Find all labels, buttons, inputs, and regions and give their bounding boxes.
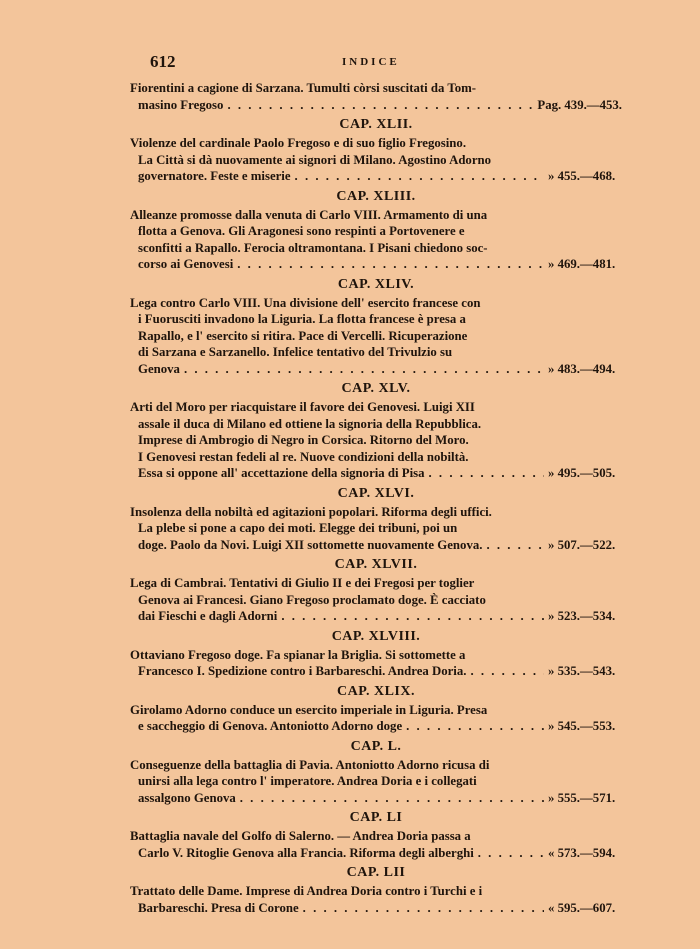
index-entry xyxy=(130,295,622,378)
entry-text-line: Ottaviano Fregoso doge. Fa spianar la Briglia. Si sottomette a xyxy=(130,647,466,662)
entry-final-line xyxy=(130,790,622,807)
index-entry xyxy=(130,702,622,735)
page-range: « 573.—594. xyxy=(548,845,616,860)
dot-leader xyxy=(402,718,544,735)
index-entry xyxy=(130,757,622,807)
page-range: » 483.—494. xyxy=(548,361,616,376)
index-entry xyxy=(130,135,622,185)
entry-text-line: Arti del Moro per riacquistare il favore dei Genovesi. Luigi XII xyxy=(130,400,475,414)
entry-final-text: assalgono Genova xyxy=(138,790,236,805)
chapter-heading: CAP. L. xyxy=(350,738,402,754)
chapter-heading: CAP. XLIV. xyxy=(337,276,415,292)
index-page xyxy=(130,52,622,916)
entry-text-line: Battaglia navale del Golfo di Salerno. — Andrea Doria passa a xyxy=(130,829,471,843)
entry-text-line: Lega di Cambrai. Tentativi di Giulio II e dei Fregosi per toglier xyxy=(130,576,475,590)
entry-text-line: Genova ai Francesi. Giano Fregoso proclamato doge. È cacciato xyxy=(138,592,486,607)
dot-leader xyxy=(223,97,533,114)
running-title: INDICE xyxy=(342,56,400,68)
index-entry xyxy=(130,883,622,916)
dot-leader xyxy=(180,361,544,378)
entry-text-line: Lega contro Carlo VIII. Una divisione dell' esercito francese con xyxy=(130,295,481,310)
dot-leader xyxy=(474,845,544,862)
page-range: » 469.—481. xyxy=(548,257,616,271)
dot-leader xyxy=(482,537,544,554)
index-entry xyxy=(130,575,622,625)
index-entry xyxy=(130,504,622,554)
dot-leader xyxy=(291,168,544,185)
entry-final-line xyxy=(130,663,622,680)
chapter-heading: CAP. XLVI. xyxy=(337,485,415,501)
index-entry xyxy=(130,207,622,273)
page-range: » 455.—468. xyxy=(548,169,616,183)
dot-leader xyxy=(466,663,544,680)
entry-text-line: Alleanze promosse dalla venuta di Carlo VIII. Armamento di una xyxy=(130,207,488,222)
entry-final-line xyxy=(130,97,622,114)
entry-text-line: Girolamo Adorno conduce un esercito imperiale in Liguria. Presa xyxy=(130,702,488,717)
dot-leader xyxy=(299,900,544,917)
page-range: » 545.—553. xyxy=(548,719,616,733)
entry-text-line: La plebe si pone a capo dei moti. Elegge dei tribuni, poi un xyxy=(138,521,458,535)
chapter-heading: CAP. XLIX. xyxy=(337,683,415,699)
page-range: Pag. 439.—453. xyxy=(537,97,622,112)
dot-leader xyxy=(425,465,544,482)
entry-final-text: Genova xyxy=(138,361,180,376)
entry-final-text: Francesco I. Spedizione contro i Barbareschi. Andrea Doria. xyxy=(138,664,467,678)
entry-text-line: Violenze del cardinale Paolo Fregoso e di suo figlio Fregosino. xyxy=(130,136,467,150)
entry-final-line xyxy=(130,718,622,735)
page-range: » 535.—543. xyxy=(548,664,616,678)
entry-final-text: dai Fieschi e dagli Adorni xyxy=(138,609,278,623)
entry-text-line: Trattato delle Dame. Imprese di Andrea Doria contro i Turchi e i xyxy=(130,884,483,898)
entry-final-line xyxy=(130,168,622,185)
entry-text-line: assale il duca di Milano ed ottiene la signoria della Repubblica. xyxy=(138,416,482,431)
dot-leader xyxy=(233,256,544,273)
entry-text-line: Imprese di Ambrogio di Negro in Corsica. Ritorno del Moro. xyxy=(138,433,469,447)
entry-final-text: doge. Paolo da Novi. Luigi XII sottomette nuovamente Genova. xyxy=(138,537,483,552)
chapter-heading: CAP. LII xyxy=(346,865,406,880)
entry-text-line: sconfitti a Rapallo. Ferocia oltramontana. I Pisani chiedono soc- xyxy=(138,240,488,255)
entry-final-text: Carlo V. Ritoglie Genova alla Francia. Riforma degli alberghi xyxy=(138,845,474,860)
page-number: 612 xyxy=(150,52,176,71)
entry-final-line xyxy=(130,256,622,273)
entry-text-line: La Città si dà nuovamente ai signori di Milano. Agostino Adorno xyxy=(138,152,492,167)
index-entry xyxy=(130,399,622,482)
page-range: » 507.—522. xyxy=(548,537,616,552)
chapter-heading: CAP. XLVII. xyxy=(334,557,418,572)
entry-text-line: flotta a Genova. Gli Aragonesi sono respinti a Portovenere e xyxy=(138,224,465,238)
index-entry xyxy=(130,828,622,861)
entry-final-text: masino Fregoso xyxy=(138,97,224,112)
entry-text-line: Fiorentini a cagione di Sarzana. Tumulti còrsi suscitati da Tom- xyxy=(130,81,477,95)
entry-final-line xyxy=(130,608,622,625)
dot-leader xyxy=(277,608,544,625)
entry-final-text: corso ai Genovesi xyxy=(138,257,234,271)
page-range: » 495.—505. xyxy=(548,466,616,480)
entry-final-text: Essa si oppone all' accettazione della signoria di Pisa xyxy=(138,466,425,480)
entry-text-line: i Fuorusciti invadono la Liguria. La flotta francese è presa a xyxy=(138,312,466,326)
entry-final-text: e saccheggio di Genova. Antoniotto Adorno doge xyxy=(138,719,403,733)
entry-final-text: governatore. Feste e miserie xyxy=(138,169,291,183)
entry-text-line: Insolenza della nobiltà ed agitazioni popolari. Riforma degli uffici. xyxy=(130,504,492,519)
dot-leader xyxy=(236,790,544,807)
chapter-heading: CAP. XLIII. xyxy=(336,188,416,204)
entry-text-line: I Genovesi restan fedeli al re. Nuove condizioni della nobiltà. xyxy=(138,449,469,464)
chapter-heading: CAP. XLV. xyxy=(341,381,411,396)
entry-final-line xyxy=(130,845,622,862)
chapter-heading: CAP. XLII. xyxy=(339,117,413,132)
entry-text-line: Rapallo, e l' esercito si ritira. Pace di Vercelli. Ricuperazione xyxy=(138,328,468,343)
entry-text-line: Conseguenze della battaglia di Pavia. Antoniotto Adorno ricusa di xyxy=(130,757,490,772)
page-range: « 595.—607. xyxy=(548,900,616,915)
entry-final-line xyxy=(130,537,622,554)
chapter-heading: CAP. LI xyxy=(349,810,403,825)
entry-text-line: unirsi alla lega contro l' imperatore. Andrea Doria e i collegati xyxy=(138,774,477,788)
index-entry xyxy=(130,647,622,680)
chapter-heading: CAP. XLVIII. xyxy=(331,628,421,644)
index-entry xyxy=(130,80,622,113)
page-header xyxy=(130,52,622,80)
entry-final-line xyxy=(130,900,622,917)
page-range: » 523.—534. xyxy=(548,609,616,623)
entry-final-line xyxy=(130,465,622,482)
entry-final-line xyxy=(130,361,622,378)
entry-final-text: Barbareschi. Presa di Corone xyxy=(138,900,299,915)
page-range: » 555.—571. xyxy=(548,790,616,805)
index-entries xyxy=(130,80,622,916)
entry-text-line: di Sarzana e Sarzanello. Infelice tentativo del Trivulzio su xyxy=(138,345,453,359)
